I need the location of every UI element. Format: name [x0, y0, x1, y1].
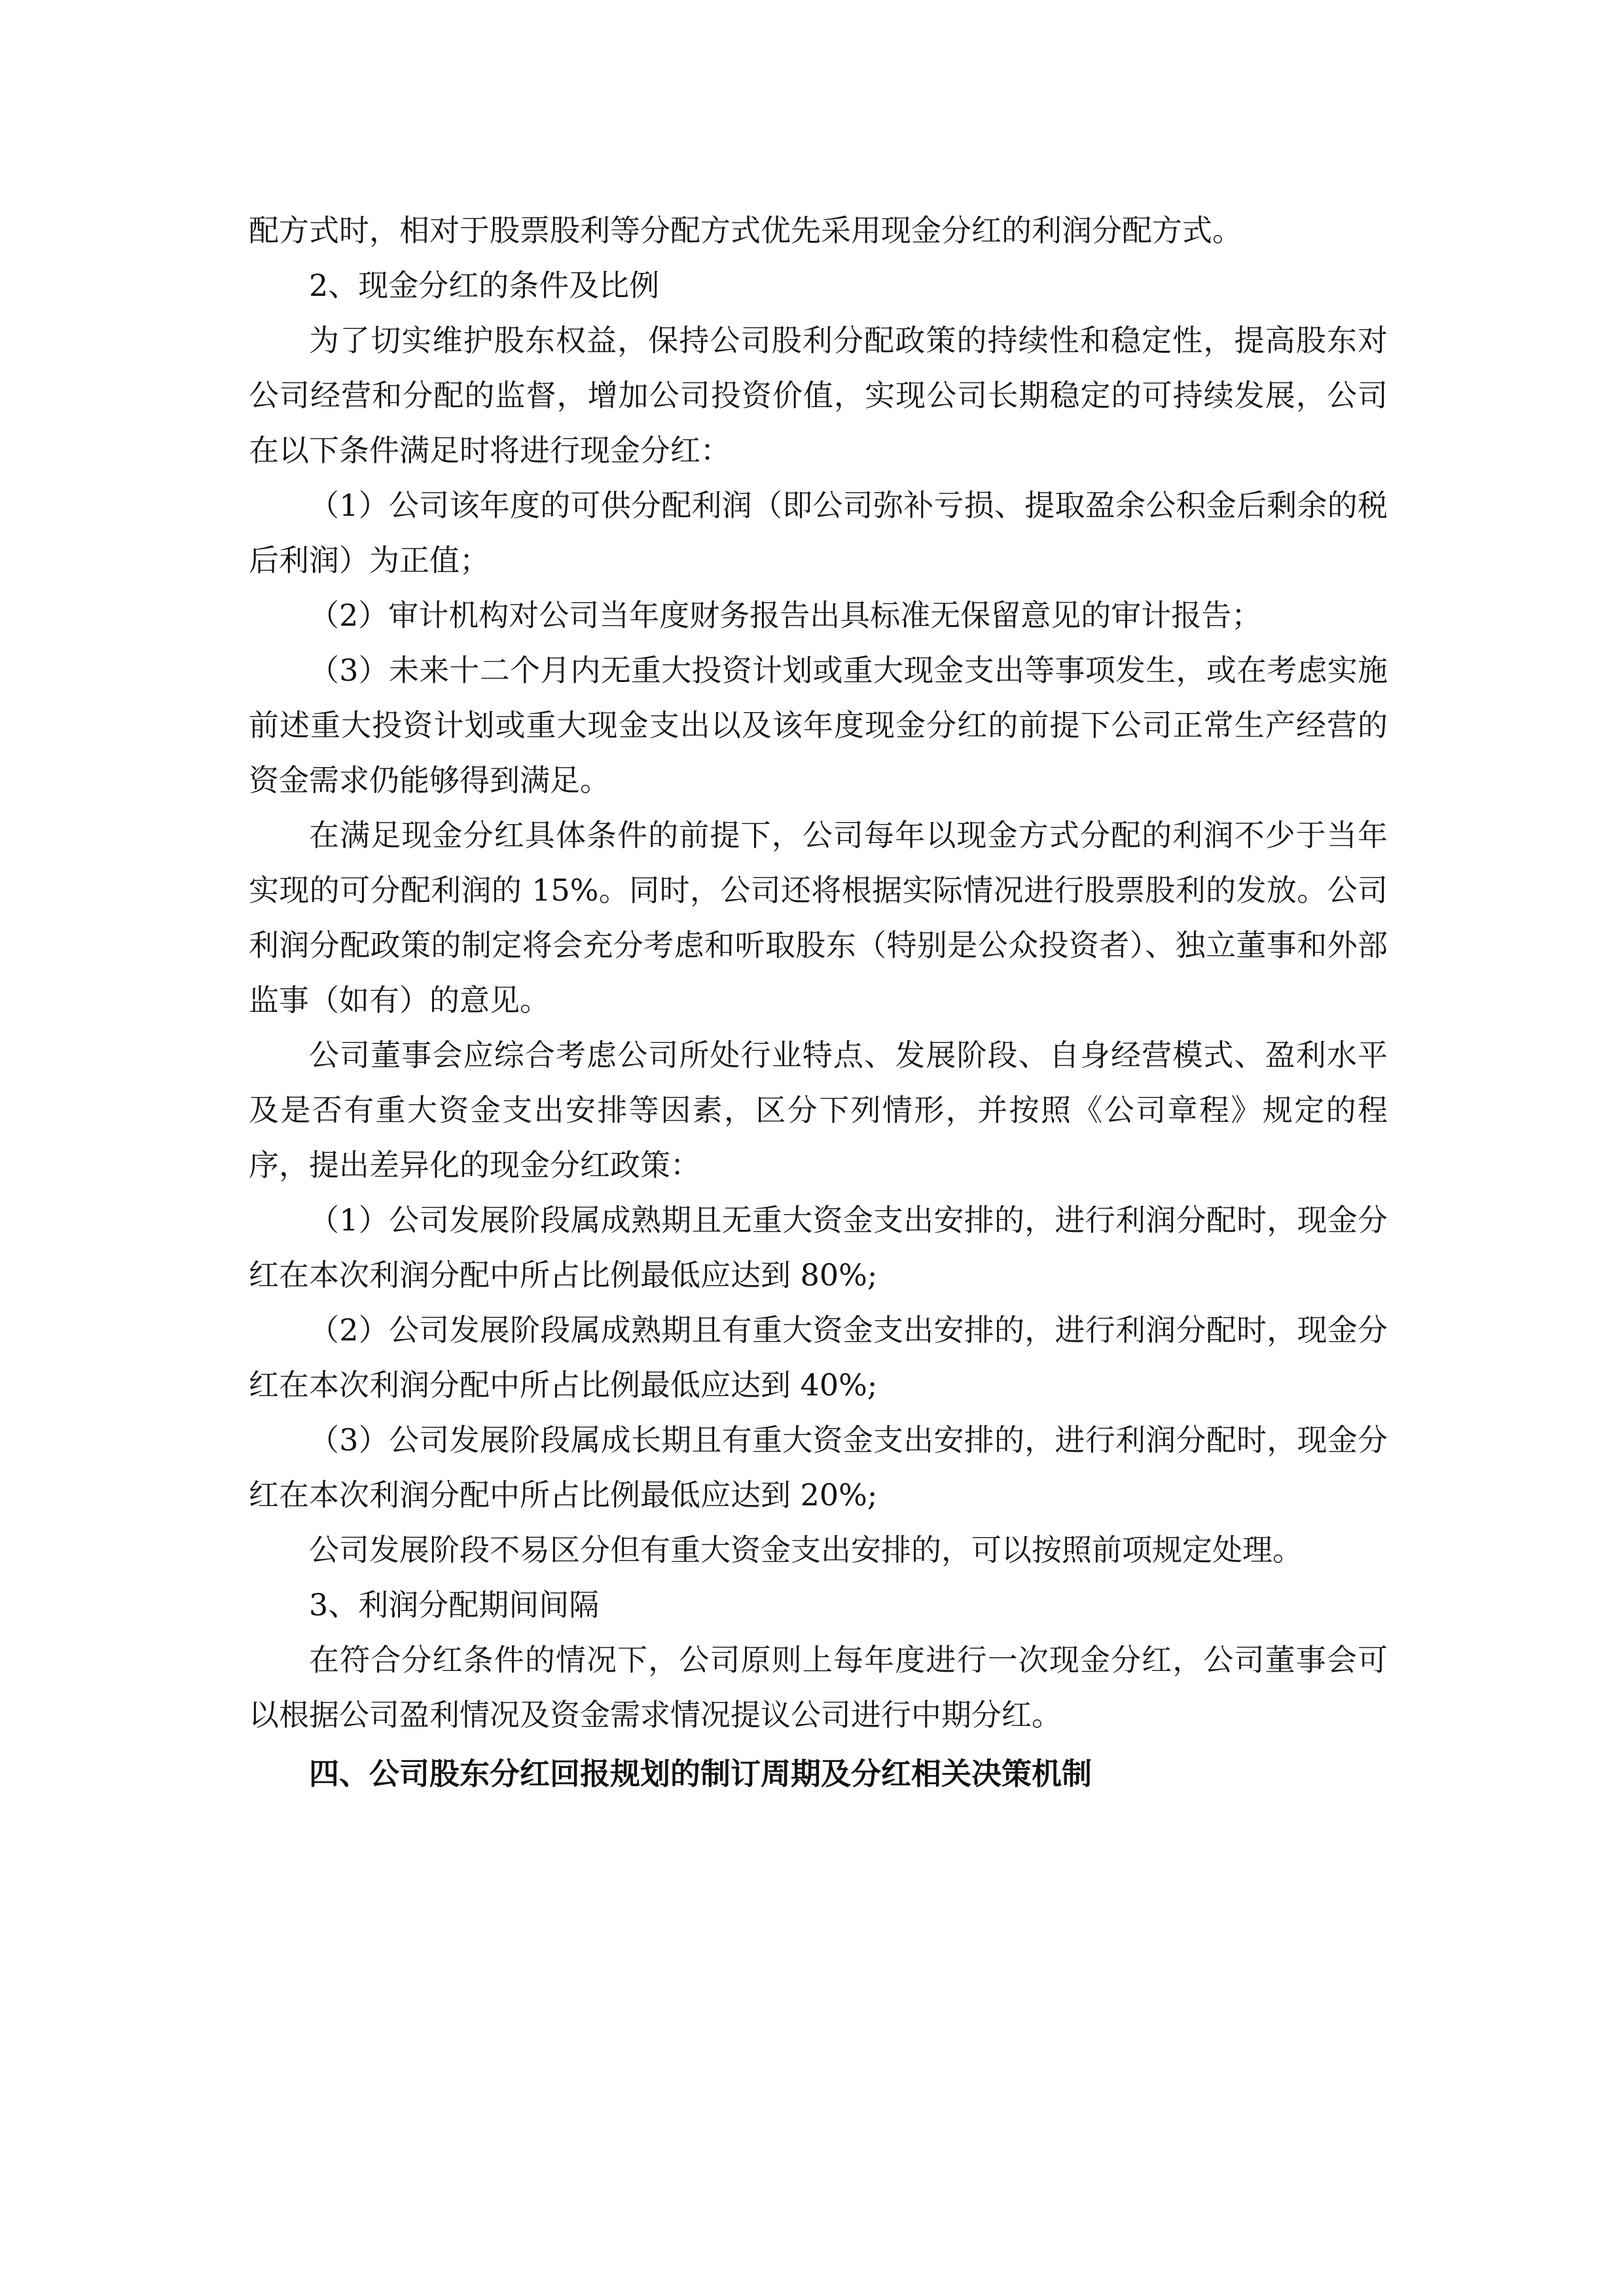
document-page	[249, 203, 1388, 1801]
policy-item-2: （2）公司发展阶段属成熟期且有重大资金支出安排的，进行利润分配时，现金分红在本次利润分配中所占比例最低应达到 40%;	[249, 1312, 1388, 1403]
paragraph-distribution-interval: 在符合分红条件的情况下，公司原则上每年度进行一次现金分红，公司董事会可以根据公司盈利情况及资金需求情况提议公司进行中期分红。	[249, 1642, 1388, 1732]
paragraph-minimum-ratio: 在满足现金分红具体条件的前提下，公司每年以现金方式分配的利润不少于当年实现的可分配利润的 15%。同时，公司还将根据实际情况进行股票股利的发放。公司利润分配政策的制定将会充分考虑和听取股东（特别是公众投资者）、独立董事和外部监事（如有）的意见。	[249, 817, 1388, 1018]
section-heading-four: 四、公司股东分红回报规划的制订周期及分红相关决策机制	[309, 1756, 1092, 1791]
subsection-title-cash-dividend-conditions: 2、现金分红的条件及比例	[309, 268, 660, 303]
condition-item-3: （3）未来十二个月内无重大投资计划或重大现金支出等事项发生，或在考虑实施前述重大投资计划或重大现金支出以及该年度现金分红的前提下公司正常生产经营的资金需求仍能够得到满足。	[249, 653, 1388, 798]
paragraph-cash-dividend-intro: 为了切实维护股东权益，保持公司股利分配政策的持续性和稳定性，提高股东对公司经营和分配的监督，增加公司投资价值，实现公司长期稳定的可持续发展，公司在以下条件满足时将进行现金分红：	[249, 323, 1388, 468]
policy-item-1: （1）公司发展阶段属成熟期且无重大资金支出安排的，进行利润分配时，现金分红在本次利润分配中所占比例最低应达到 80%;	[249, 1202, 1388, 1293]
subsection-title-distribution-interval: 3、利润分配期间间隔	[309, 1587, 600, 1623]
condition-item-2: （2）审计机构对公司当年度财务报告出具标准无保留意见的审计报告；	[309, 598, 1262, 633]
paragraph-board-policy: 公司董事会应综合考虑公司所处行业特点、发展阶段、自身经营模式、盈利水平及是否有重大资金支出安排等因素，区分下列情形，并按照《公司章程》规定的程序，提出差异化的现金分红政策：	[249, 1037, 1388, 1183]
condition-item-1: （1）公司该年度的可供分配利润（即公司弥补亏损、提取盈余公积金后剩余的税后利润）为正值；	[249, 488, 1388, 578]
paragraph-unclear-stage: 公司发展阶段不易区分但有重大资金支出安排的，可以按照前项规定处理。	[309, 1532, 1303, 1568]
paragraph-continued: 配方式时，相对于股票股利等分配方式优先采用现金分红的利润分配方式。	[249, 213, 1242, 248]
policy-item-3: （3）公司发展阶段属成长期且有重大资金支出安排的，进行利润分配时，现金分红在本次利润分配中所占比例最低应达到 20%;	[249, 1422, 1388, 1513]
